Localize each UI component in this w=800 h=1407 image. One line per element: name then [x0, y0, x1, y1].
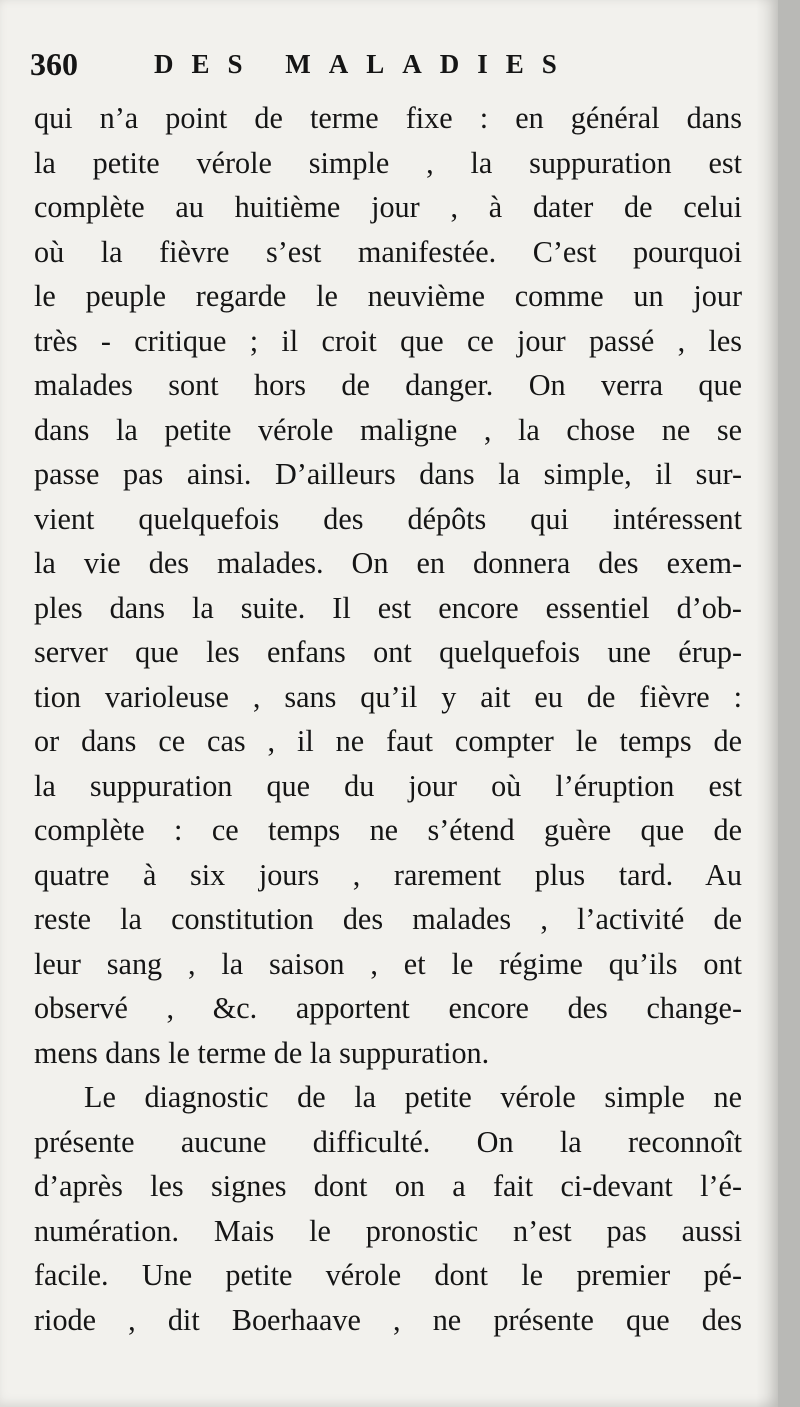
text-line: très - critique ; il croit que ce jour passé , les	[34, 323, 742, 358]
text-line: malades sont hors de danger. On verra que	[34, 368, 742, 402]
page-number: 360	[30, 46, 78, 82]
text-line: le peuple regarde le neuvième comme un jour	[34, 279, 742, 313]
text-line: complète : ce temps ne s’étend guère que de	[34, 813, 742, 847]
text-line: la petite vérole simple , la suppuration est	[34, 145, 742, 180]
text-line: leur sang , la saison , et le régime qu’ils ont	[34, 946, 742, 981]
paragraph	[34, 1075, 742, 1342]
text-line: quatre à six jours , rarement plus tard. Au	[34, 857, 742, 892]
text-line: server que les enfans ont quelquefois une érup-	[34, 635, 742, 669]
text-line: tion varioleuse , sans qu’il y ait eu de fièvre :	[34, 679, 742, 714]
text-line: Le diagnostic de la petite vérole simple ne	[84, 1080, 742, 1114]
text-line: qui n’a point de terme fixe : en général dans	[34, 101, 742, 135]
text-line: complète au huitième jour , à dater de celui	[34, 190, 742, 224]
text-line: d’après les signes dont on a fait ci-devant l’é-	[34, 1169, 742, 1203]
text-line: où la fièvre s’est manifestée. C’est pourquoi	[34, 234, 742, 269]
text-line: numération. Mais le pronostic n’est pas aussi	[34, 1213, 742, 1248]
text-line: présente aucune difficulté. On la reconnoît	[34, 1124, 742, 1159]
text-line: reste la constitution des malades , l’activité de	[34, 902, 742, 936]
text-line: mens dans le terme de la suppuration.	[34, 1035, 490, 1070]
text-line: passe pas ainsi. D’ailleurs dans la simple, il sur-	[34, 457, 742, 491]
running-title: DES MALADIES	[154, 49, 575, 79]
text-line: facile. Une petite vérole dont le premier pé-	[34, 1258, 742, 1292]
running-head	[30, 44, 750, 84]
text-line: ples dans la suite. Il est encore essentiel d’ob-	[34, 590, 742, 625]
text-line: la suppuration que du jour où l’éruption est	[34, 768, 742, 803]
text-line: la vie des malades. On en donnera des exem-	[34, 546, 742, 580]
text-line: dans la petite vérole maligne , la chose ne se	[34, 412, 742, 447]
text-line: or dans ce cas , il ne faut compter le temps de	[34, 724, 742, 758]
paragraph	[34, 96, 742, 1075]
text-line: observé , &c. apportent encore des change-	[34, 991, 742, 1025]
text-line: vient quelquefois des dépôts qui intéressent	[34, 501, 742, 536]
body-text	[34, 96, 742, 1342]
text-line: riode , dit Boerhaave , ne présente que des	[34, 1302, 742, 1337]
